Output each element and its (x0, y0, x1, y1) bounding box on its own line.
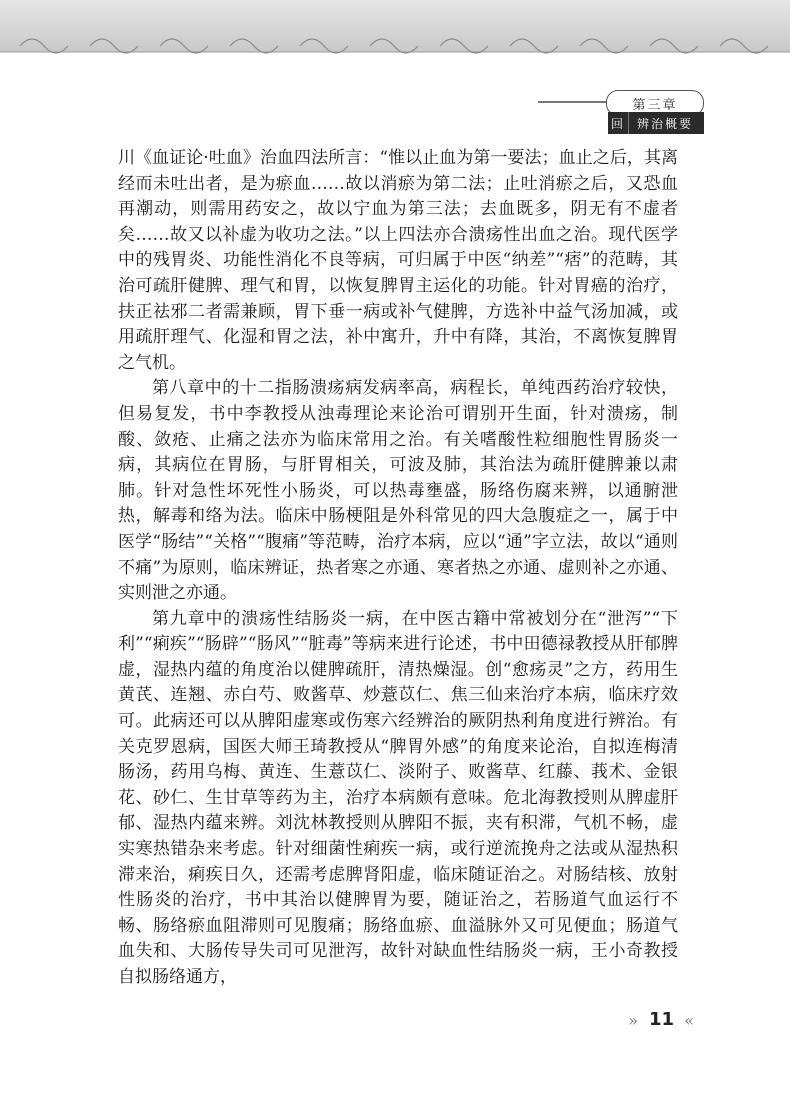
section-label: 辨治概要 (637, 116, 694, 131)
paragraph-3: 第九章中的溃疡性结肠炎一病，在中医古籍中常被划分在“泄泻”“下利”“痢疾”“肠辟”“肠风”“脏毒”等病来进行论述，书中田德禄教授从肝郁脾虚，湿热内蕴的角度治以健脾疏肝，清热燥湿。创“愈疡灵”之方，药用生黄芪、连翘、赤白芍、败酱草、炒薏苡仁、焦三仙来治疗本病，临床疗效可。此病还可以从脾阳虚寒或伤寒六经辨治的厥阴热利角度进行辨治。有关克罗恩病，国医大师王琦教授从“脾胃外感”的角度来论治，自拟连梅清肠汤，药用乌梅、黄连、生薏苡仁、淡附子、败酱草、红藤、莪术、金银花、砂仁、生甘草等药为主，治疗本病颇有意味。危北海教授则从脾虚肝郁、湿热内蕴来辨。刘沈林教授则从脾阳不振，夹有积滞，气机不畅，虚实寒热错杂来考虑。针对细菌性痢疾一病，或行逆流挽舟之法或从湿热积滞来治，痢疾日久，还需考虑脾肾阳虚，临床随证治之。对肠结核、放射性肠炎的治疗，书中其治以健脾胃为要，随证治之，若肠道气血运行不畅、肠络瘀血阻滞则可见腹痛；肠络血瘀、血溢脉外又可见便血；肠道气血失和、大肠传导失司可见泄泻，故针对缺血性结肠炎一病，王小奇教授自拟肠络通方， (118, 608, 678, 987)
header-ornament-band (0, 0, 790, 64)
paragraph-2: 第八章中的十二指肠溃疡病发病率高，病程长，单纯西药治疗较快，但易复发，书中李教授从浊毒理论来论治可谓别开生面，针对溃疡，制酸、敛疮、止痛之法亦为临床常用之治。有关嗜酸性粒细胞性胃肠炎一病，其病位在胃肠，与肝胃相关，可波及肺，其治法为疏肝健脾兼以肃肺。针对急性坏死性小肠炎，可以热毒壅盛，肠络伤腐来辨，以通腑泄热，解毒和络为法。临床中肠梗阻是外科常见的四大急腹症之一，属于中医学“肠结”“关格”“腹痛”等范畴，治疗本病，应以“通”字立法，故以“通则不痛”为原则，临床辨证，热者寒之亦通、寒者热之亦通、虚则补之亦通、实则泄之亦通。 (118, 378, 678, 604)
square-knot-icon: 回 (608, 112, 629, 134)
paragraph-1: 川《血证论·吐血》治血四法所言：“惟以止血为第一要法；血止之后，其离经而未吐出者，是为瘀血……故以消瘀为第二法；止吐消瘀之后，又恐血再潮动，则需用药安之，故以宁血为第三法；去血既多，阴无有不虚者矣……故又以补虚为收功之法。”以上四法亦合溃疡性出血之治。现代医学中的残胃炎、功能性消化不良等病，可归属于中医“纳差”“痞”的范畴，其治可疏肝健脾、理气和胃，以恢复脾胃主运化的功能。针对胃癌的治疗，扶正祛邪二者需兼顾，胃下垂一病或补气健脾，方选补中益气汤加减，或用疏肝理气、化湿和胃之法，补中寓升，升中有降，其治，不离恢复脾胃之气机。 (118, 148, 678, 373)
chevron-right-icon: » (628, 1011, 638, 1030)
section-tag (608, 112, 704, 134)
page-number: 11 (648, 1009, 674, 1030)
badge-wing-left (538, 101, 608, 103)
chapter-label: 第三章 (632, 97, 678, 113)
chevron-left-icon: « (684, 1011, 694, 1030)
body-text (118, 146, 678, 991)
